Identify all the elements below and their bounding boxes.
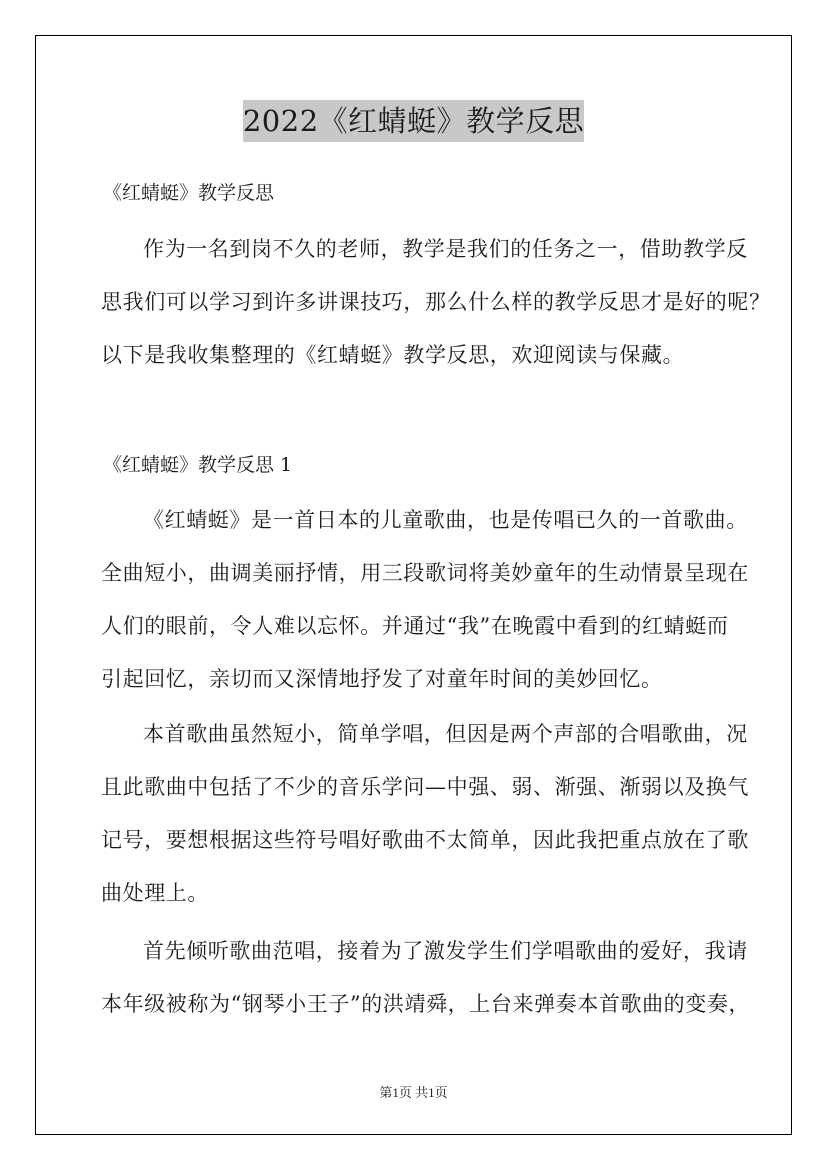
paragraph-line: 曲处理上。 [101, 881, 209, 905]
document-title: 2022《红蜻蜓》教学反思 [243, 100, 584, 142]
paragraph-line: 引起回忆，亲切而又深情地抒发了对童年时间的美妙回忆。 [101, 667, 663, 691]
paragraph-line: 全曲短小，曲调美丽抒情，用三段歌词将美妙童年的生动情景呈现在 [101, 561, 749, 585]
paragraph-line: 记号，要想根据这些符号唱好歌曲不太简单，因此我把重点放在了歌 [101, 828, 749, 852]
paragraph-line: 首先倾听歌曲范唱，接着为了激发学生们学唱歌曲的爱好，我请 [143, 939, 748, 963]
paragraph-line: 本首歌曲虽然短小，简单学唱，但因是两个声部的合唱歌曲，况 [143, 722, 748, 746]
paragraph-line: 《红蜻蜓》是一首日本的儿童歌曲，也是传唱已久的一首歌曲。 [143, 508, 748, 532]
intro-line: 思我们可以学习到许多讲课技巧，那么什么样的教学反思才是好的呢？ [101, 290, 771, 314]
paragraph-line: 且此歌曲中包括了不少的音乐学问—中强、弱、渐强、渐弱以及换气 [101, 775, 749, 799]
page-number-footer: 第1页 共1页 [379, 1085, 448, 1100]
intro-line: 作为一名到岗不久的老师，教学是我们的任务之一，借助教学反 [143, 237, 748, 261]
document-title-wrapper [0, 100, 827, 142]
intro-line: 以下是我收集整理的《红蜻蜓》教学反思，欢迎阅读与保藏。 [101, 343, 685, 367]
section-heading: 《红蜻蜓》教学反思 1 [103, 454, 293, 476]
paragraph-line: 人们的眼前，令人难以忘怀。并通过“我”在晚霞中看到的红蜻蜓而 [101, 614, 729, 638]
document-subheading: 《红蜻蜓》教学反思 [103, 182, 275, 204]
paragraph-line: 本年级被称为“钢琴小王子”的洪靖舜，上台来弹奏本首歌曲的变奏， [101, 992, 751, 1016]
